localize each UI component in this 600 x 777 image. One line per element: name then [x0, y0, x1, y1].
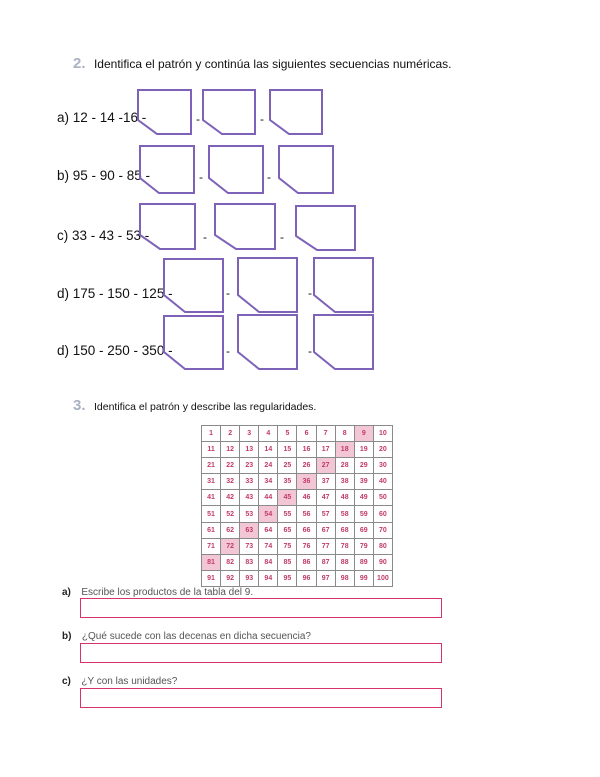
section-3-number: 3. [73, 397, 86, 414]
sequence-label: a) 12 - 14 -16 - [57, 110, 147, 125]
grid-cell: 31 [202, 474, 221, 490]
grid-cell: 88 [335, 554, 354, 570]
grid-cell: 94 [259, 570, 278, 586]
grid-cell: 76 [297, 538, 316, 554]
grid-cell: 53 [240, 506, 259, 522]
grid-cell: 20 [373, 442, 392, 458]
grid-cell: 86 [297, 554, 316, 570]
grid-cell: 44 [259, 490, 278, 506]
grid-cell-highlighted: 72 [221, 538, 240, 554]
answer-field-c[interactable] [80, 688, 442, 708]
grid-cell: 47 [316, 490, 335, 506]
sequence-label: c) 33 - 43 - 53 - [57, 228, 150, 243]
grid-cell: 74 [259, 538, 278, 554]
grid-cell: 68 [335, 522, 354, 538]
answer-box[interactable] [139, 203, 197, 250]
answer-box[interactable] [139, 145, 196, 194]
question-letter: b) [62, 631, 72, 642]
grid-cell: 59 [354, 506, 373, 522]
answer-box[interactable] [208, 145, 265, 194]
question-text: ¿Y con las unidades? [81, 676, 178, 687]
grid-cell: 91 [202, 570, 221, 586]
question-b [62, 626, 311, 644]
grid-cell: 37 [316, 474, 335, 490]
grid-cell: 82 [221, 554, 240, 570]
question-c [62, 671, 177, 689]
answer-field-a[interactable] [80, 598, 442, 618]
grid-row [202, 490, 393, 506]
grid-cell: 62 [221, 522, 240, 538]
section-2-heading [73, 55, 452, 73]
grid-cell: 98 [335, 570, 354, 586]
grid-cell: 19 [354, 442, 373, 458]
separator: - [267, 170, 271, 184]
question-letter: c) [62, 676, 71, 687]
grid-cell: 89 [354, 554, 373, 570]
grid-cell: 6 [297, 426, 316, 442]
grid-cell: 52 [221, 506, 240, 522]
grid-cell: 42 [221, 490, 240, 506]
grid-cell: 10 [373, 426, 392, 442]
grid-cell: 95 [278, 570, 297, 586]
grid-cell: 29 [354, 458, 373, 474]
question-text: Escribe los productos de la tabla del 9. [81, 587, 254, 598]
sequence-label: d) 150 - 250 - 350 - [57, 343, 173, 358]
grid-cell: 51 [202, 506, 221, 522]
answer-box[interactable] [202, 89, 257, 135]
answer-box[interactable] [137, 89, 193, 135]
grid-cell: 11 [202, 442, 221, 458]
answer-box[interactable] [313, 314, 375, 370]
separator: - [226, 344, 230, 358]
question-text: ¿Qué sucede con las decenas en dicha secuencia? [81, 631, 311, 642]
grid-cell-highlighted: 81 [202, 554, 221, 570]
grid-cell: 2 [221, 426, 240, 442]
grid-cell: 96 [297, 570, 316, 586]
grid-cell: 12 [221, 442, 240, 458]
question-letter: a) [62, 587, 71, 598]
separator: - [260, 112, 264, 126]
grid-cell: 38 [335, 474, 354, 490]
grid-cell: 75 [278, 538, 297, 554]
grid-cell: 22 [221, 458, 240, 474]
grid-cell: 85 [278, 554, 297, 570]
separator: - [226, 286, 230, 300]
grid-cell: 32 [221, 474, 240, 490]
grid-cell: 3 [240, 426, 259, 442]
grid-cell: 1 [202, 426, 221, 442]
grid-cell: 79 [354, 538, 373, 554]
grid-cell: 24 [259, 458, 278, 474]
grid-cell: 15 [278, 442, 297, 458]
separator: - [199, 170, 203, 184]
grid-cell: 66 [297, 522, 316, 538]
grid-cell-highlighted: 45 [278, 490, 297, 506]
grid-cell: 39 [354, 474, 373, 490]
grid-cell: 60 [373, 506, 392, 522]
answer-box[interactable] [163, 315, 225, 370]
grid-cell: 26 [297, 458, 316, 474]
grid-cell: 99 [354, 570, 373, 586]
section-3-heading [73, 397, 316, 415]
grid-cell: 7 [316, 426, 335, 442]
grid-cell: 90 [373, 554, 392, 570]
grid-cell: 78 [335, 538, 354, 554]
grid-row [202, 442, 393, 458]
section-2-instruction: Identifica el patrón y continúa las siguientes secuencias numéricas. [93, 57, 452, 71]
grid-cell: 71 [202, 538, 221, 554]
answer-box[interactable] [237, 257, 299, 313]
grid-cell: 93 [240, 570, 259, 586]
answer-box[interactable] [269, 89, 324, 135]
answer-box[interactable] [295, 205, 357, 251]
grid-cell: 100 [373, 570, 392, 586]
grid-cell: 97 [316, 570, 335, 586]
grid-cell: 83 [240, 554, 259, 570]
grid-cell-highlighted: 27 [316, 458, 335, 474]
grid-cell: 65 [278, 522, 297, 538]
grid-row [202, 474, 393, 490]
answer-field-b[interactable] [80, 643, 442, 663]
grid-cell: 17 [316, 442, 335, 458]
grid-cell: 67 [316, 522, 335, 538]
grid-cell: 50 [373, 490, 392, 506]
separator: - [196, 112, 200, 126]
grid-cell: 48 [335, 490, 354, 506]
grid-cell: 43 [240, 490, 259, 506]
grid-row [202, 506, 393, 522]
grid-cell: 61 [202, 522, 221, 538]
grid-cell: 69 [354, 522, 373, 538]
grid-cell: 4 [259, 426, 278, 442]
grid-cell-highlighted: 54 [259, 506, 278, 522]
grid-cell: 80 [373, 538, 392, 554]
separator: - [280, 230, 284, 244]
answer-box[interactable] [237, 314, 299, 370]
grid-cell-highlighted: 18 [335, 442, 354, 458]
grid-cell: 13 [240, 442, 259, 458]
sequence-label: d) 175 - 150 - 125 - [57, 286, 173, 301]
grid-cell: 70 [373, 522, 392, 538]
grid-cell: 40 [373, 474, 392, 490]
grid-cell: 46 [297, 490, 316, 506]
grid-cell: 87 [316, 554, 335, 570]
grid-row [202, 522, 393, 538]
answer-box[interactable] [313, 257, 375, 313]
section-3-instruction: Identifica el patrón y describe las regularidades. [93, 401, 317, 413]
grid-cell: 64 [259, 522, 278, 538]
grid-cell: 56 [297, 506, 316, 522]
separator: - [308, 344, 312, 358]
grid-cell: 84 [259, 554, 278, 570]
grid-cell: 34 [259, 474, 278, 490]
grid-row [202, 554, 393, 570]
answer-box[interactable] [214, 203, 277, 250]
section-2-number: 2. [73, 55, 86, 72]
grid-cell: 73 [240, 538, 259, 554]
grid-cell: 33 [240, 474, 259, 490]
grid-cell: 77 [316, 538, 335, 554]
answer-box[interactable] [163, 258, 225, 313]
grid-cell: 8 [335, 426, 354, 442]
grid-cell: 5 [278, 426, 297, 442]
grid-cell: 23 [240, 458, 259, 474]
grid-cell: 25 [278, 458, 297, 474]
grid-row [202, 458, 393, 474]
grid-cell: 28 [335, 458, 354, 474]
sequence-label: b) 95 - 90 - 85 - [57, 168, 151, 183]
grid-cell: 16 [297, 442, 316, 458]
grid-cell-highlighted: 63 [240, 522, 259, 538]
grid-cell: 21 [202, 458, 221, 474]
separator: - [203, 230, 207, 244]
grid-cell: 41 [202, 490, 221, 506]
grid-cell: 55 [278, 506, 297, 522]
separator: - [308, 286, 312, 300]
grid-cell: 58 [335, 506, 354, 522]
grid-row [202, 426, 393, 442]
grid-cell: 49 [354, 490, 373, 506]
hundred-chart-table [201, 425, 393, 587]
grid-cell-highlighted: 36 [297, 474, 316, 490]
grid-cell: 35 [278, 474, 297, 490]
grid-cell: 30 [373, 458, 392, 474]
answer-box[interactable] [278, 145, 335, 194]
grid-row [202, 538, 393, 554]
grid-cell: 57 [316, 506, 335, 522]
grid-cell-highlighted: 9 [354, 426, 373, 442]
grid-cell: 14 [259, 442, 278, 458]
grid-cell: 92 [221, 570, 240, 586]
